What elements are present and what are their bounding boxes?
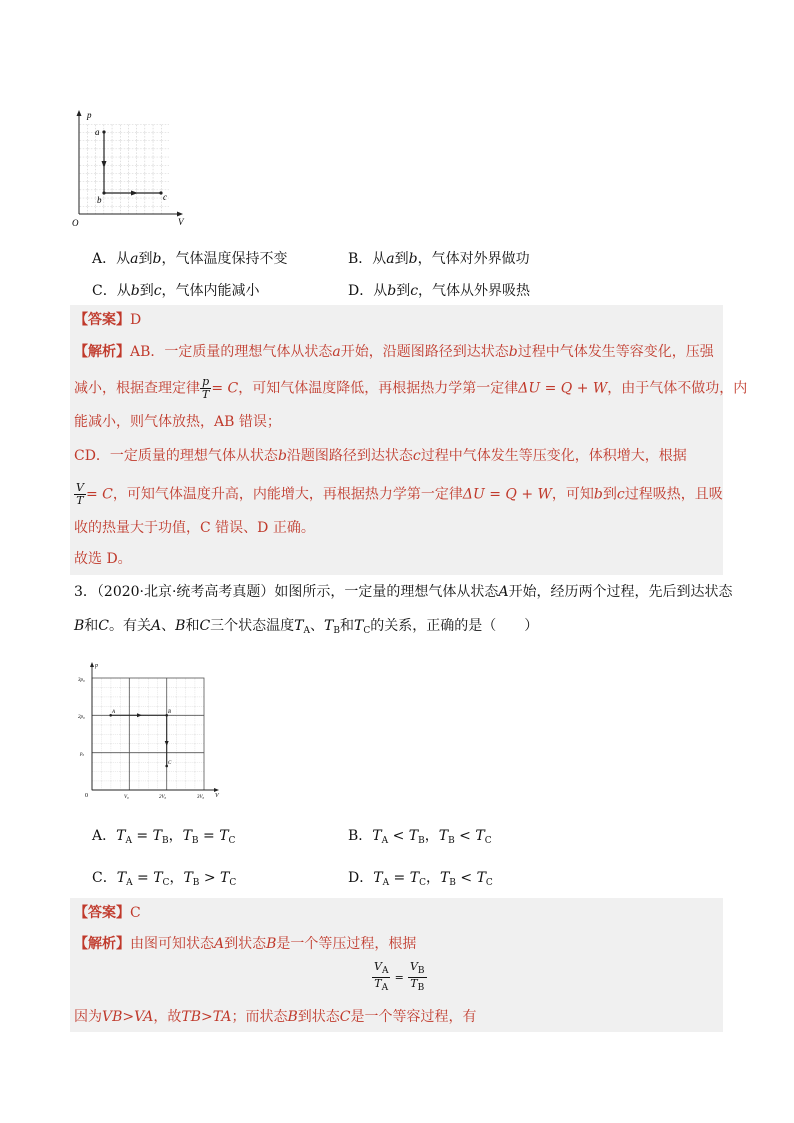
label-a: a [95, 127, 100, 137]
origin-label: O [72, 218, 79, 228]
origin-label: 0 [85, 793, 88, 799]
q2-option-d: D．从b到c，气体从外界吸热 [348, 283, 531, 299]
pv-diagram-1 [68, 108, 198, 230]
q3-equation: $\frac{V_A}{T_A}$ = $\frac{V_B}{T_B}$ [374, 960, 425, 993]
q2-option-c: C．从b到c，气体内能减小 [92, 283, 260, 299]
axis-v-label: V [215, 793, 219, 799]
q3-option-b: B．$T_A < T_B$，$T_B < T_C$ [348, 828, 492, 846]
axis-v-label: V [178, 217, 184, 227]
q2-analysis-line-6: 收的热量大于功值，C 错误、D 正确。 [74, 520, 315, 536]
q2-analysis-line-4: CD．一定质量的理想气体从状态b沿题图路径到达状态c过程中气体发生等压变化，体积增大，根据 [74, 448, 687, 464]
fraction-v-over-t: $\frac{V}{T}$ [76, 481, 84, 507]
q3-analysis-line-1: 【解析】由图可知状态A到状态B是一个等压过程，根据 [74, 936, 417, 952]
fraction-p-over-t: $\frac{p}{T}$ [202, 375, 210, 401]
q3-stem-line-2: B和C。有关A、B和C三个状态温度$T_A$、$T_B$和$T_C$的关系，正确的是（ ） [74, 618, 539, 636]
q3-analysis-line-3: 因为VB>VA，故TB>TA；而状态B到状态C是一个等容过程，有 [74, 1009, 477, 1025]
q2-analysis-line-2: 减小，根据查理定律 $\frac{p}{T}$ = C，可知气体温度降低，再根据热力学第一定律ΔU = Q + W，由于气体不做功，内 [74, 375, 748, 401]
y-tick-p0: p₀ [80, 752, 85, 757]
q2-analysis-line-7: 故选 D。 [74, 551, 132, 567]
x-tick-v0: V₀ [124, 795, 129, 800]
x-tick-2v0: 2V₀ [159, 795, 167, 800]
q3-stem-line-1: 3．（2020·北京·统考高考真题）如图所示，一定量的理想气体从状态A开始，经历两个过程，先后到达状态 [74, 584, 733, 600]
q2-option-a: A．从a到b，气体温度保持不变 [92, 251, 288, 267]
grid [79, 124, 169, 214]
q2-answer: 【答案】D [74, 312, 142, 328]
label-c: c [163, 192, 167, 202]
y-tick-2p0: 2p₀ [78, 715, 85, 720]
axis-p-label: p [95, 663, 98, 669]
label-A: A [112, 710, 116, 715]
q2-analysis-line-5: $\frac{V}{T}$ = C，可知气体温度升高，内能增大，再根据热力学第一定律ΔU = Q + W，可知b到c过程吸热，且吸 [76, 481, 723, 507]
q3-answer: 【答案】C [74, 905, 141, 921]
label-b: b [97, 195, 102, 205]
grid [92, 678, 204, 790]
state-a [102, 130, 105, 133]
pv-diagram-2 [78, 660, 224, 808]
q2-analysis-line-1: 【解析】AB．一定质量的理想气体从状态a开始，沿题图路径到达状态b过程中气体发生等容变化，压强 [74, 344, 714, 360]
q3-option-a: A．$T_A = T_B$，$T_B = T_C$ [92, 828, 236, 846]
q2-option-b: B．从a到b，气体对外界做功 [348, 251, 530, 267]
state-b [102, 191, 105, 194]
q3-option-d: D．$T_A = T_C$，$T_B < T_C$ [348, 870, 493, 888]
label-C: C [168, 761, 172, 766]
axis-p-label: p [87, 110, 92, 120]
y-tick-3p0: 3p₀ [78, 678, 85, 683]
q2-analysis-line-3: 能减小，则气体放热，AB 错误； [74, 414, 281, 430]
x-tick-3v0: 3V₀ [197, 795, 205, 800]
label-B: B [168, 710, 172, 715]
q3-option-c: C．$T_A = T_C$，$T_B > T_C$ [92, 870, 237, 888]
